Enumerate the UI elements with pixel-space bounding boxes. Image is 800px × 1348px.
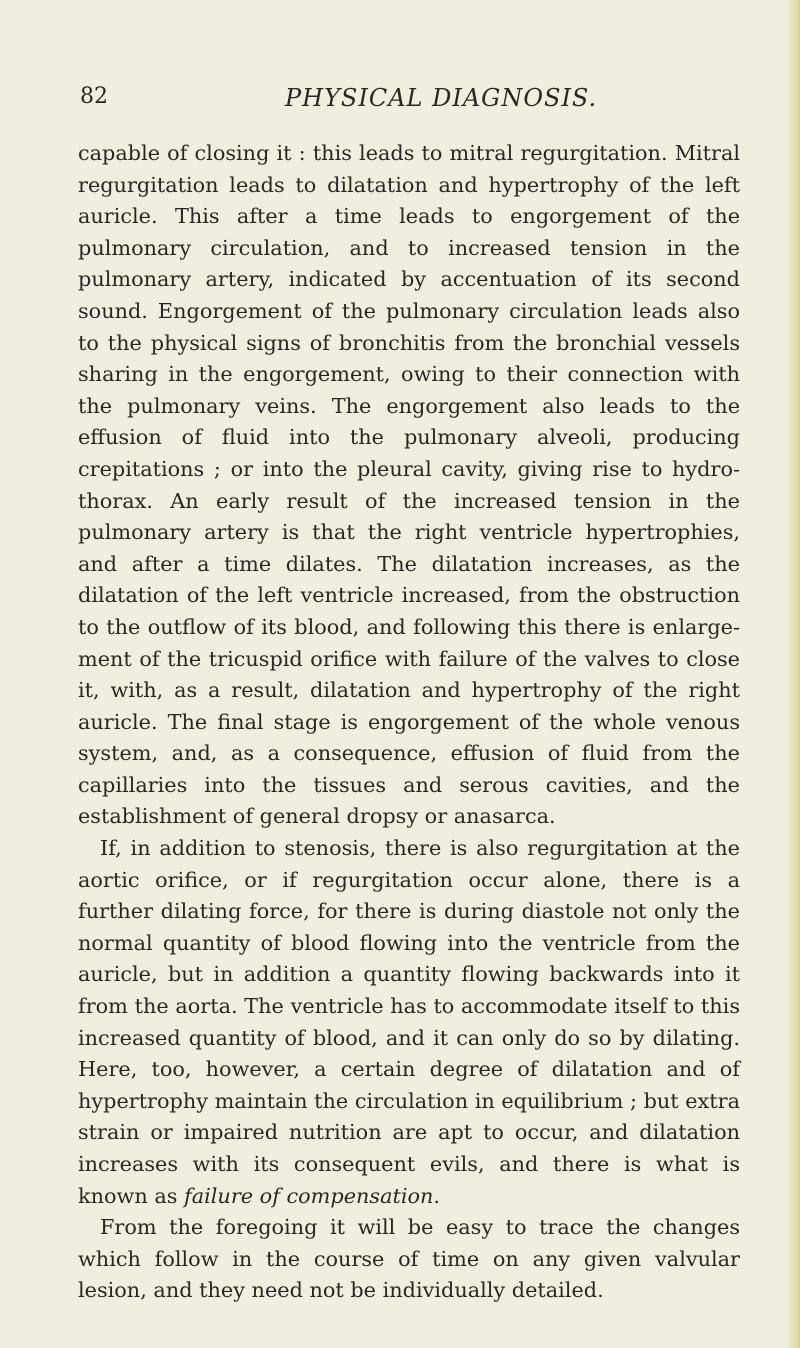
body-text [78,138,740,1307]
paragraph-1: capable of closing it : this leads to mitral regurgitation. Mitral regurgitation leads to dilatation and hypertrophy of the left auricle. This after a time leads to engorgement of the pulmonary circulation, and to increased tension in the pulmonary artery, indicated by accentuation of its second sound. Engorgement of the pulmonary circulation leads also to the physical signs of bronchitis from the bronchial vessels sharing in the engorgement, owing to their connection with the pulmonary veins. The engorgement also leads to the effusion of fluid into the pulmonary alveoli, producing crepitations ; or into the pleural cavity, giving rise to hydrothorax. An early result of the increased tension in the pulmonary artery is that the right ventricle hypertrophies, and after a time dilates. The dilatation increases, as the dilatation of the left ventricle increased, from the obstruction to the outflow of its blood, and following this there is enlargement of the tricuspid orifice with failure of the valves to close it, with, as a result, dilatation and hypertrophy of the right auricle. The final stage is engorgement of the whole venous system, and, as a consequence, effusion of fluid from the capillaries into the tissues and serous cavities, and the establishment of general dropsy or anasarca. [78,141,740,829]
paragraph-2-text: If, in addition to stenosis, there is also regurgitation at the aortic orifice, or if regurgitation occur alone, there is a further dilating force, for there is during diastole not only the normal quantity of blood flowing into the ventricle from the auricle, but in addition a quantity flowing backwards into it from the aorta. The ventricle has to accommodate itself to this increased quantity of blood, and it can only do so by dilating. Here, too, however, a certain degree of dilatation and of hypertrophy maintain the circulation in equilibrium ; but extra strain or impaired nutrition are apt to occur, and dilatation increases with its consequent evils, and there is what is known as [78,836,740,1208]
running-title: PHYSICAL DIAGNOSIS. [285,84,598,112]
paragraph-2-italic: failure of compensation. [184,1183,441,1208]
page-number: 82 [80,84,108,109]
page-edge-shadow [786,0,800,1348]
page-header [80,84,740,116]
paragraph-2 [78,833,740,1212]
paragraph-3: From the foregoing it will be easy to trace the changes which follow in the course of time on any given valvular lesion, and they need not be individually detailed. [78,1215,740,1303]
